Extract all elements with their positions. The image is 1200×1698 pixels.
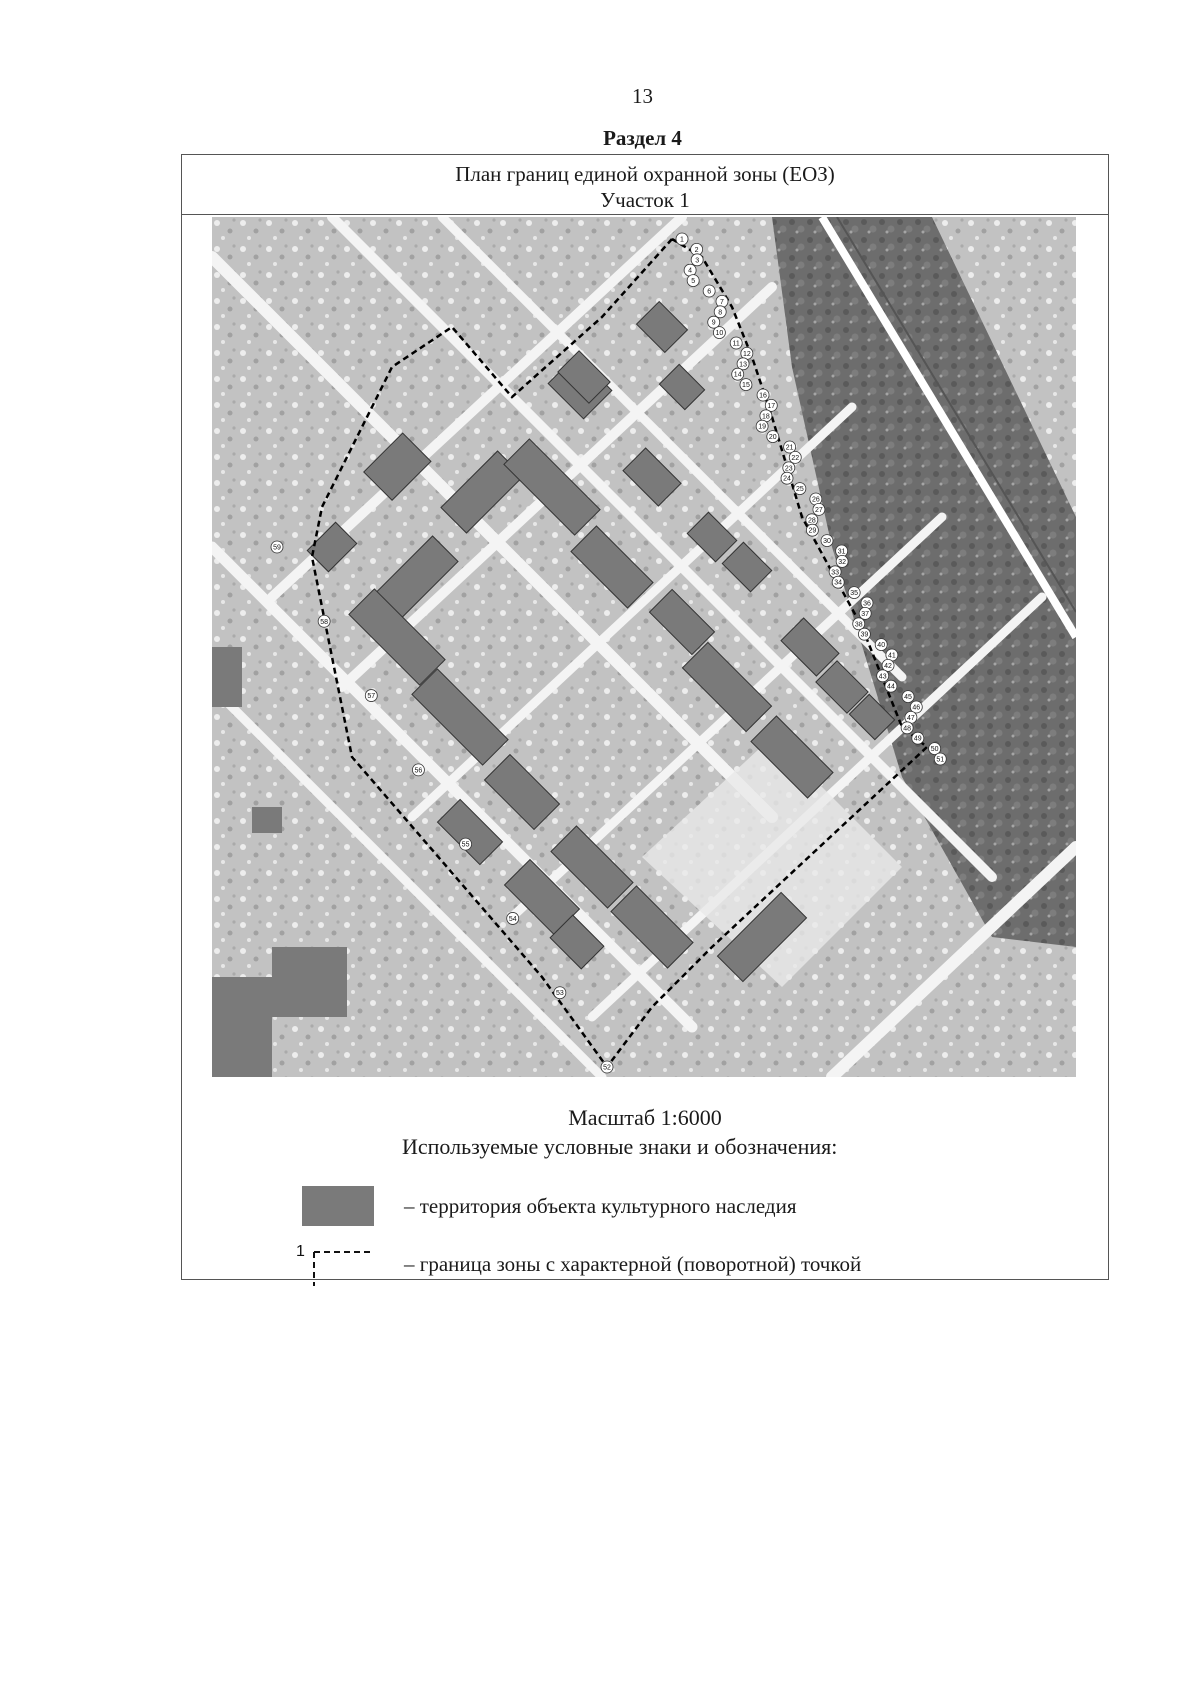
boundary-point-34 [832, 576, 844, 588]
boundary-point-label: 8 [718, 309, 723, 317]
boundary-point-label: 42 [884, 662, 892, 670]
boundary-point-27 [813, 503, 825, 515]
boundary-point-label: 34 [834, 579, 843, 587]
boundary-point-label: 10 [715, 330, 724, 338]
map-scale: Масштаб 1:6000 [568, 1105, 722, 1130]
boundary-point-label: 56 [414, 767, 423, 775]
boundary-point-7 [716, 295, 728, 307]
boundary-point-39 [858, 628, 870, 640]
boundary-point-6 [703, 285, 715, 297]
boundary-point-label: 22 [791, 454, 800, 462]
boundary-point-label: 53 [555, 990, 564, 998]
boundary-point-51 [934, 753, 946, 765]
boundary-point-56 [412, 764, 424, 776]
boundary-point-label: 57 [367, 693, 376, 701]
boundary-point-label: 17 [767, 402, 776, 410]
legend-label-boundary: – граница зоны с характерной (поворотной) точкой [404, 1252, 862, 1276]
heritage-swatch [302, 1186, 374, 1226]
boundary-point-label: 28 [807, 517, 816, 525]
boundary-point-label: 45 [904, 694, 912, 702]
boundary-point-label: 32 [838, 558, 847, 566]
boundary-point-19 [756, 420, 768, 432]
boundary-point-label: 47 [907, 714, 915, 722]
map-subtitle: Участок 1 [600, 188, 690, 212]
boundary-point-label: 41 [887, 652, 896, 660]
boundary-point-20 [767, 431, 779, 443]
boundary-point-label: 1 [680, 236, 684, 244]
boundary-point-label: 21 [785, 444, 794, 452]
boundary-point-label: 16 [759, 392, 767, 400]
boundary-point-14 [732, 368, 744, 380]
boundary-point-label: 37 [861, 610, 870, 618]
boundary-point-label: 12 [742, 350, 751, 358]
boundary-point-label: 25 [795, 486, 804, 494]
boundary-point-label: 36 [863, 600, 871, 608]
boundary-point-52 [601, 1061, 613, 1073]
boundary-point-label: 43 [878, 673, 887, 681]
boundary-point-label: 19 [758, 423, 767, 431]
boundary-point-43 [877, 670, 889, 682]
boundary-point-label: 58 [320, 618, 329, 626]
boundary-point-label: 11 [732, 340, 740, 348]
boundary-symbol-icon [292, 1238, 392, 1290]
boundary-point-25 [794, 483, 806, 495]
boundary-point-label: 24 [783, 475, 791, 483]
boundary-point-23 [783, 462, 795, 474]
boundary-point-24 [781, 472, 793, 484]
boundary-point-label: 52 [603, 1064, 611, 1072]
boundary-point-10 [713, 327, 725, 339]
boundary-point-44 [885, 680, 897, 692]
boundary-point-label: 51 [936, 756, 945, 764]
legend-title: Используемые условные знаки и обозначения: [402, 1134, 838, 1159]
legend-item-heritage [302, 1186, 1062, 1230]
map-header [182, 155, 1108, 215]
map-title: План границ единой охранной зоны (ЕОЗ) [455, 162, 835, 186]
boundary-point-label: 35 [850, 590, 859, 598]
boundary-point-label: 9 [711, 319, 716, 327]
section-title: Раздел 4 [603, 126, 682, 150]
boundary-point-label: 31 [837, 548, 846, 556]
boundary-point-58 [318, 615, 330, 627]
boundary-point-1 [676, 233, 688, 245]
boundary-point-label: 18 [762, 413, 770, 421]
boundary-point-label: 4 [688, 267, 693, 275]
boundary-point-54 [507, 912, 519, 924]
boundary-point-label: 59 [273, 544, 281, 552]
boundary-point-37 [859, 607, 871, 619]
boundary-symbol-point-label: 1 [296, 1243, 305, 1260]
boundary-point-label: 13 [739, 361, 747, 369]
page-number: 13 [632, 84, 653, 108]
boundary-point-label: 48 [903, 725, 912, 733]
boundary-point-label: 26 [811, 496, 820, 504]
boundary-point-22 [789, 451, 801, 463]
map-frame [181, 154, 1109, 1280]
boundary-point-59 [271, 541, 283, 553]
boundary-point-53 [554, 987, 566, 999]
boundary-point-label: 23 [784, 465, 793, 473]
aerial-map [212, 217, 1076, 1077]
boundary-point-3 [691, 254, 703, 266]
boundary-point-35 [848, 587, 860, 599]
legend-item-boundary [296, 1243, 1062, 1288]
boundary-point-label: 46 [912, 704, 921, 712]
boundary-point-label: 49 [913, 735, 922, 743]
legend-label-heritage: – территория объекта культурного наследия [404, 1194, 797, 1218]
boundary-point-16 [757, 389, 769, 401]
boundary-point-label: 2 [694, 246, 699, 254]
boundary-point-8 [714, 306, 726, 318]
boundary-point-36 [861, 597, 873, 609]
boundary-point-40 [875, 639, 887, 651]
boundary-point-label: 44 [887, 683, 895, 691]
boundary-point-label: 7 [720, 298, 724, 306]
boundary-point-label: 33 [831, 569, 840, 577]
boundary-point-label: 14 [733, 371, 742, 379]
boundary-point-15 [740, 379, 752, 391]
boundary-point-label: 30 [823, 538, 831, 546]
boundary-point-label: 27 [814, 506, 823, 514]
boundary-point-49 [912, 732, 924, 744]
boundary-point-label: 15 [742, 382, 750, 390]
boundary-point-45 [902, 691, 914, 703]
boundary-point-11 [730, 337, 742, 349]
boundary-point-30 [821, 535, 833, 547]
aerial-map-svg [212, 217, 1076, 1077]
boundary-point-label: 29 [808, 527, 817, 535]
boundary-point-55 [460, 838, 472, 850]
boundary-point-label: 3 [695, 257, 700, 265]
boundary-point-label: 39 [860, 631, 869, 639]
boundary-point-label: 55 [461, 841, 470, 849]
boundary-point-label: 54 [508, 915, 517, 923]
boundary-point-label: 40 [877, 642, 886, 650]
boundary-point-label: 50 [930, 746, 939, 754]
boundary-point-label: 6 [707, 288, 712, 296]
boundary-point-label: 5 [691, 278, 696, 286]
boundary-point-label: 38 [854, 621, 863, 629]
boundary-point-57 [365, 690, 377, 702]
boundary-point-32 [836, 555, 848, 567]
boundary-point-5 [687, 275, 699, 287]
boundary-point-label: 20 [768, 434, 777, 442]
boundary-point-29 [806, 524, 818, 536]
boundary-point-48 [901, 722, 913, 734]
